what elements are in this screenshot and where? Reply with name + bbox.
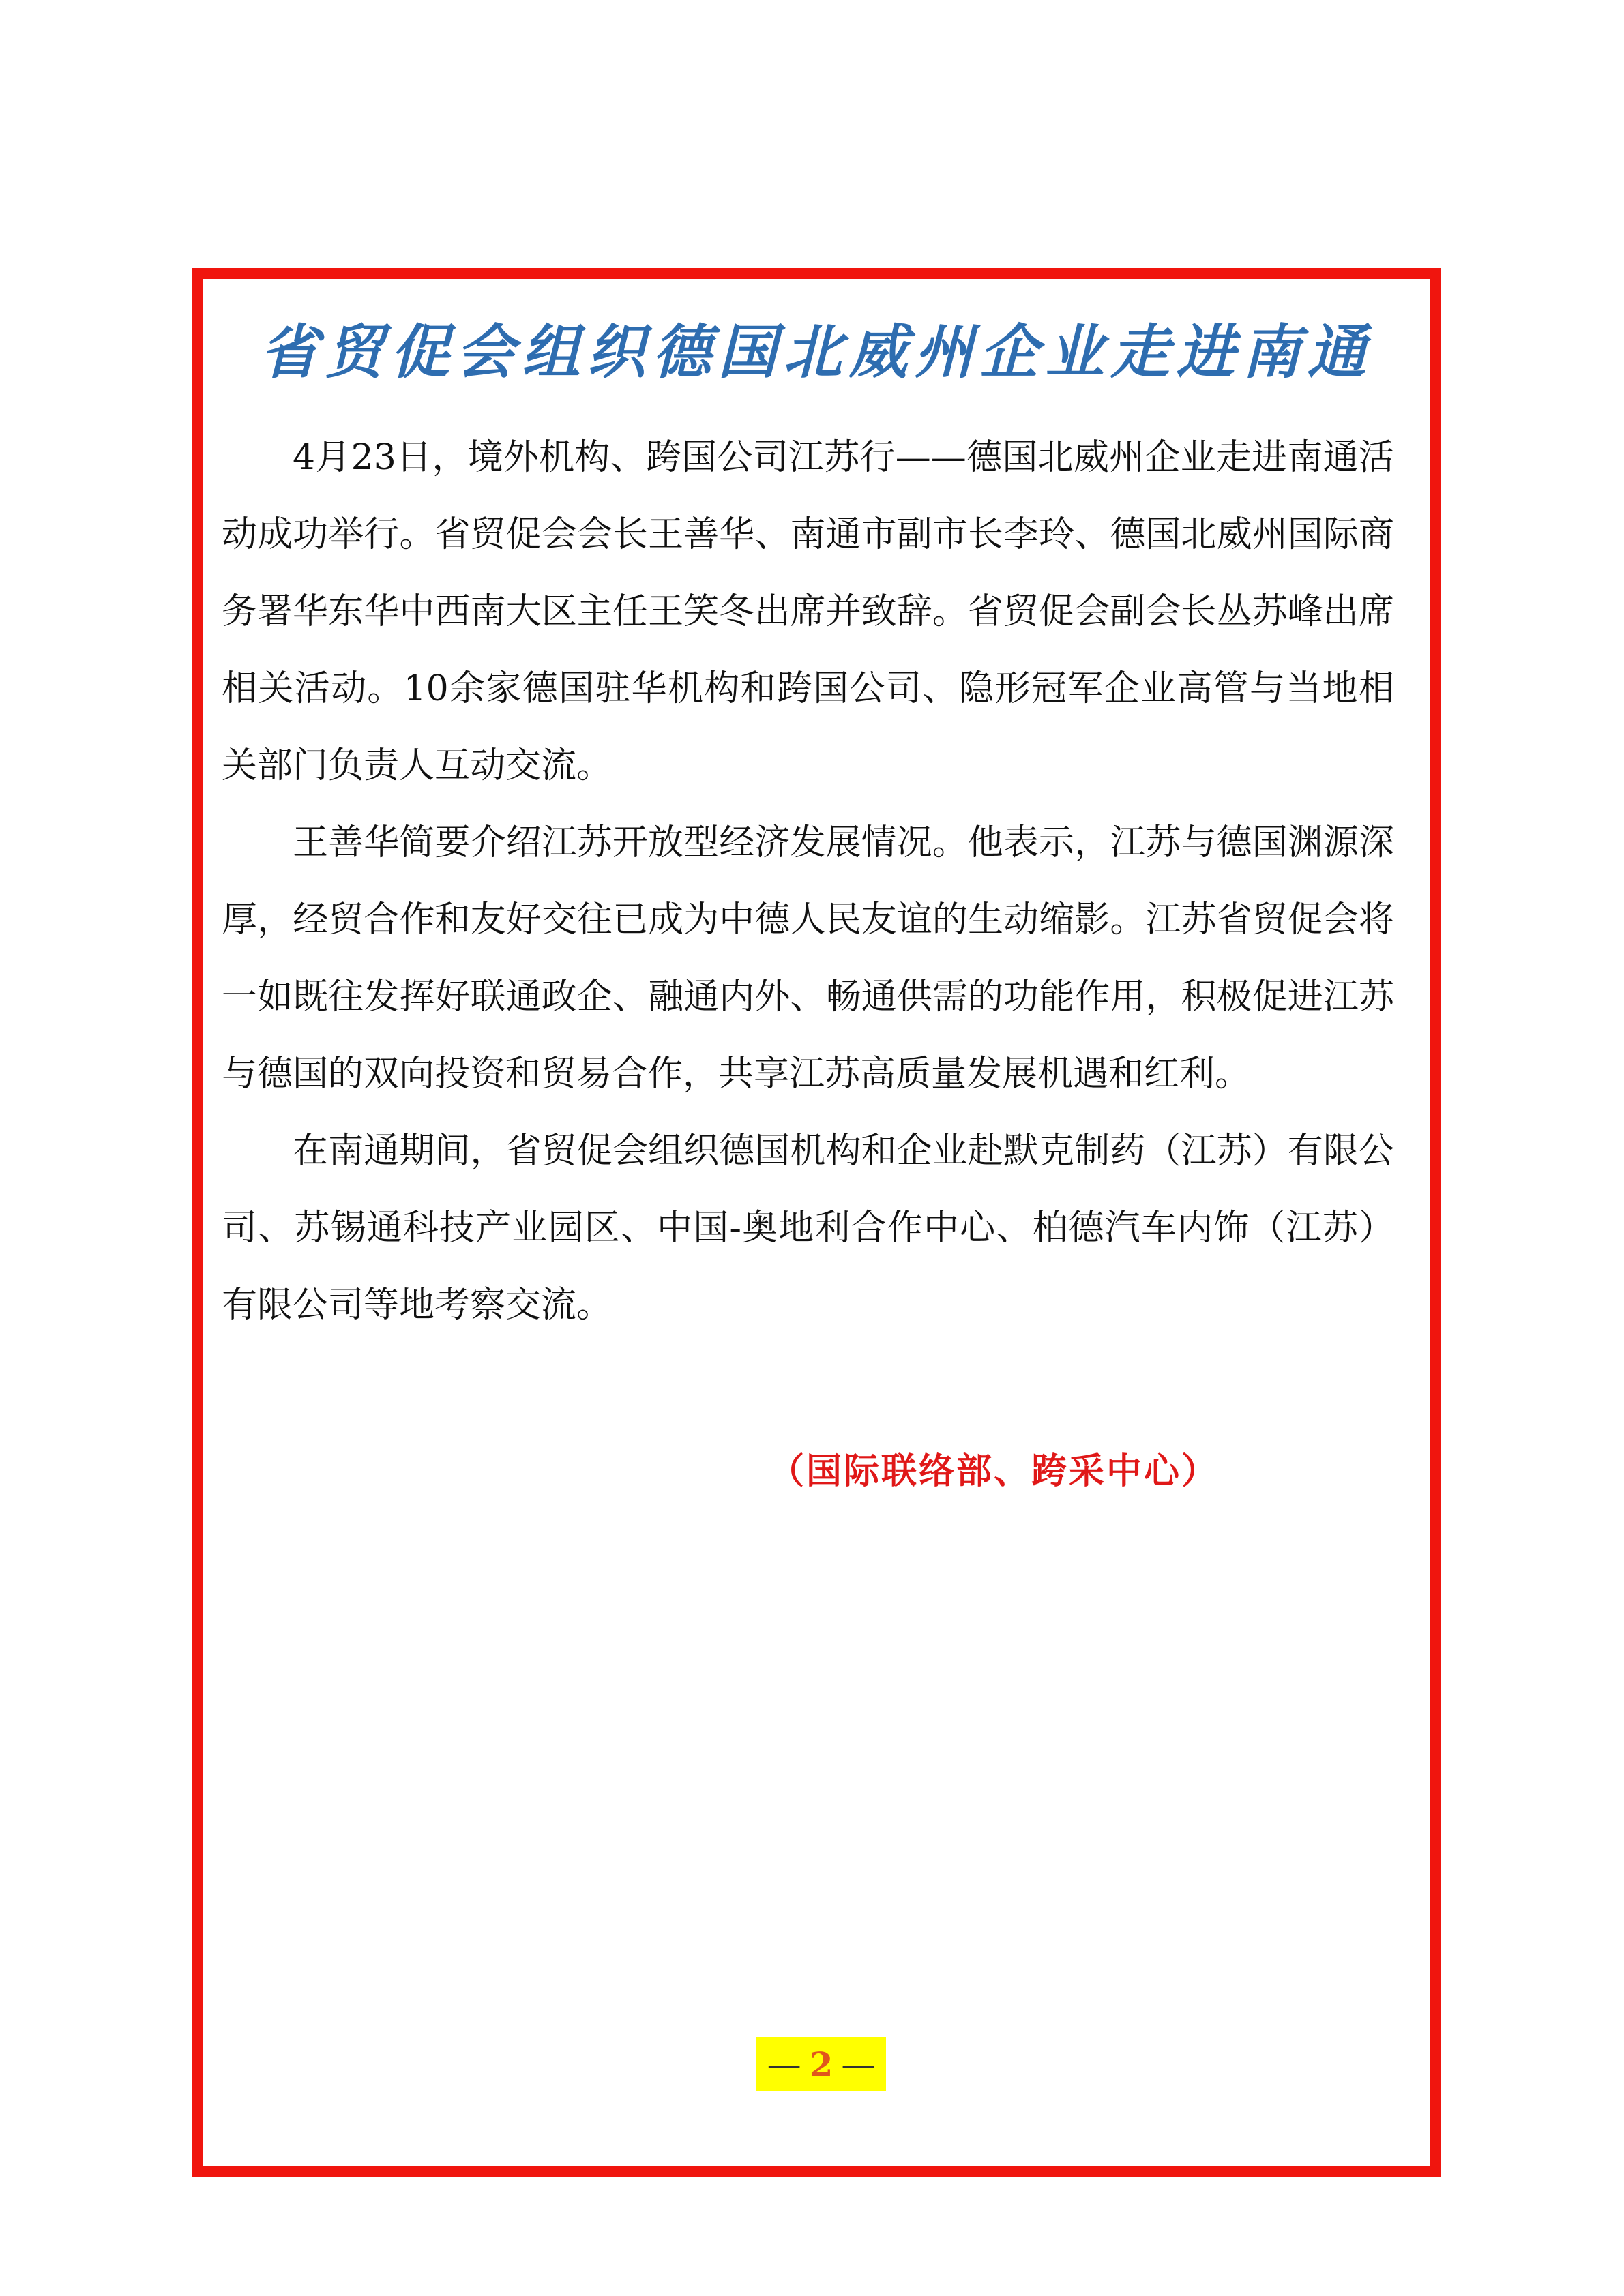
department-signature: （国际联络部、跨采中心） [769, 1450, 1220, 1492]
page-border-frame [192, 268, 1441, 2177]
paragraph-3: 在南通期间，省贸促会组织德国机构和企业赴默克制药（江苏）有限公司、苏锡通科技产业园区、中国-奥地利合作中心、柏德汽车内饰（江苏）有限公司等地考察交流。 [222, 1131, 1394, 1326]
article-title: 省贸促会组织德国北威州企业走进南通 [259, 318, 1373, 387]
page-number: 2 [809, 2044, 833, 2085]
paragraph-1: 4月23日，境外机构、跨国公司江苏行——德国北威州企业走进南通活动成功举行。省贸促会会长王善华、南通市副市长李玲、德国北威州国际商务署华东华中西南大区主任王笑冬出席并致辞。省贸促会副会长丛苏峰出席相关活动。10余家德国驻华机构和跨国公司、隐形冠军企业高管与当地相关部门负责人互动交流。 [222, 437, 1394, 786]
page-number-badge [756, 2037, 886, 2091]
page-number-dash-right: — [841, 2044, 876, 2084]
paragraph-2: 王善华简要介绍江苏开放型经济发展情况。他表示，江苏与德国渊源深厚，经贸合作和友好交往已成为中德人民友谊的生动缩影。江苏省贸促会将一如既往发挥好联通政企、融通内外、畅通供需的功能作用，积极促进江苏与德国的双向投资和贸易合作，共享江苏高质量发展机遇和红利。 [222, 822, 1394, 1094]
page-number-dash-left: — [767, 2044, 801, 2084]
article-body [222, 419, 1394, 1344]
